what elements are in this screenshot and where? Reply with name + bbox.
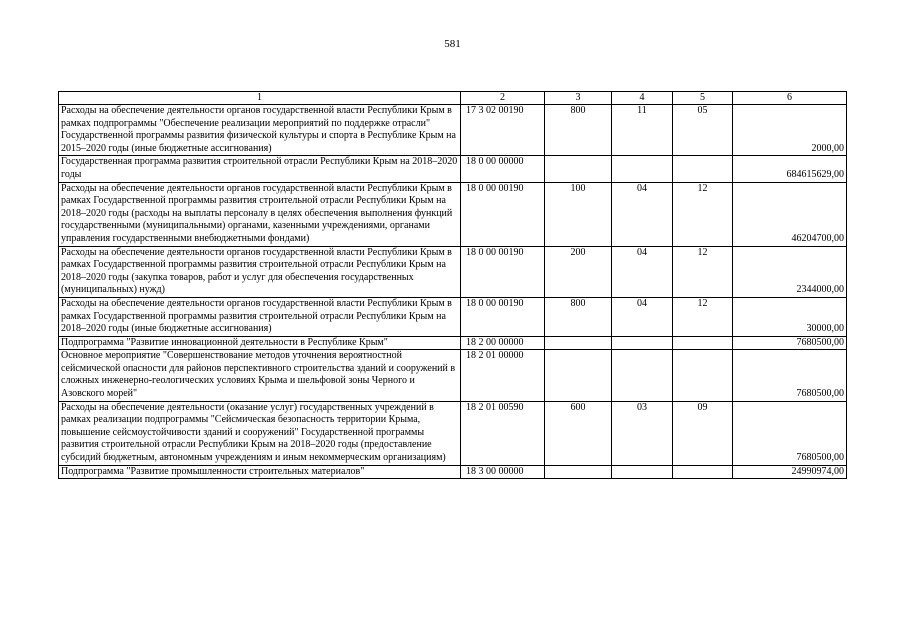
- row-amount: 2000,00: [733, 105, 847, 156]
- table-header-row: [59, 92, 847, 105]
- page-number: 581: [444, 38, 461, 50]
- budget-table: [58, 91, 847, 479]
- row-code: 18 0 00 00190: [461, 246, 545, 297]
- row-expense-type: 200: [545, 246, 612, 297]
- row-code: 18 0 00 00190: [461, 182, 545, 246]
- row-code: 18 2 01 00590: [461, 401, 545, 465]
- row-subsection: [673, 350, 733, 401]
- row-expense-type: [545, 156, 612, 182]
- table-row: [59, 336, 847, 350]
- row-section: [612, 465, 673, 479]
- row-description: Расходы на обеспечение деятельности органов государственной власти Республики Крым в рамках подпрограммы "Обеспечение реализации мероприятий по поддержке отрасли" Государственной программы развития физической культуры и спорта в Республике Крым на 2015–2020 годы (иные бюджетные ассигнования): [59, 105, 461, 156]
- row-section: [612, 350, 673, 401]
- table-row: [59, 156, 847, 182]
- row-description: Подпрограмма "Развитие промышленности строительных материалов": [59, 465, 461, 479]
- row-section: 11: [612, 105, 673, 156]
- row-subsection: [673, 465, 733, 479]
- row-expense-type: [545, 350, 612, 401]
- row-amount: 30000,00: [733, 297, 847, 336]
- row-expense-type: 800: [545, 105, 612, 156]
- row-code: 18 0 00 00000: [461, 156, 545, 182]
- row-amount: 7680500,00: [733, 350, 847, 401]
- row-expense-type: [545, 465, 612, 479]
- row-amount: 7680500,00: [733, 401, 847, 465]
- table-row: [59, 401, 847, 465]
- table-row: [59, 182, 847, 246]
- column-header-5: 5: [673, 92, 733, 105]
- row-expense-type: 600: [545, 401, 612, 465]
- row-section: 03: [612, 401, 673, 465]
- row-expense-type: 100: [545, 182, 612, 246]
- row-amount: 46204700,00: [733, 182, 847, 246]
- row-subsection: 12: [673, 246, 733, 297]
- row-section: 04: [612, 182, 673, 246]
- row-code: 17 3 02 00190: [461, 105, 545, 156]
- row-subsection: 12: [673, 182, 733, 246]
- table-row: [59, 465, 847, 479]
- row-amount: 7680500,00: [733, 336, 847, 350]
- row-amount: 24990974,00: [733, 465, 847, 479]
- row-code: 18 0 00 00190: [461, 297, 545, 336]
- row-amount: 2344000,00: [733, 246, 847, 297]
- column-header-3: 3: [545, 92, 612, 105]
- row-code: 18 2 00 00000: [461, 336, 545, 350]
- column-header-1: 1: [59, 92, 461, 105]
- row-subsection: 12: [673, 297, 733, 336]
- row-subsection: 09: [673, 401, 733, 465]
- row-description: Государственная программа развития строительной отрасли Республики Крым на 2018–2020 годы: [59, 156, 461, 182]
- column-header-4: 4: [612, 92, 673, 105]
- row-description: Подпрограмма "Развитие инновационной деятельности в Республике Крым": [59, 336, 461, 350]
- row-description: Расходы на обеспечение деятельности органов государственной власти Республики Крым в рамках Государственной программы развития строительной отрасли Республики Крым на 2018–2020 годы (закупка товаров, работ и услуг для обеспечения государственных (муниципальных) нужд): [59, 246, 461, 297]
- row-subsection: 05: [673, 105, 733, 156]
- row-section: [612, 336, 673, 350]
- row-section: 04: [612, 246, 673, 297]
- table-row: [59, 105, 847, 156]
- table-row: [59, 246, 847, 297]
- table-row: [59, 350, 847, 401]
- row-subsection: [673, 156, 733, 182]
- column-header-2: 2: [461, 92, 545, 105]
- row-amount: 684615629,00: [733, 156, 847, 182]
- table-row: [59, 297, 847, 336]
- row-description: Расходы на обеспечение деятельности органов государственной власти Республики Крым в рамках Государственной программы развития строительной отрасли Республики Крым на 2018–2020 годы (расходы на выплаты персоналу в целях обеспечения выполнения функций государственными (муниципальными) органами, казенными учреждениями, органами управления государственными внебюджетными фондами): [59, 182, 461, 246]
- row-section: 04: [612, 297, 673, 336]
- column-header-6: 6: [733, 92, 847, 105]
- row-section: [612, 156, 673, 182]
- row-description: Расходы на обеспечение деятельности органов государственной власти Республики Крым в рамках Государственной программы развития строительной отрасли Республики Крым на 2018–2020 годы (иные бюджетные ассигнования): [59, 297, 461, 336]
- row-code: 18 2 01 00000: [461, 350, 545, 401]
- row-expense-type: [545, 336, 612, 350]
- row-subsection: [673, 336, 733, 350]
- row-expense-type: 800: [545, 297, 612, 336]
- row-description: Расходы на обеспечение деятельности (оказание услуг) государственных учреждений в рамках реализации подпрограммы "Сейсмическая безопасность территории Крыма, повышение сейсмоустойчивости зданий и сооружений" Государственной программы развития строительной отрасли Республики Крым на 2018–2020 годы (предоставление субсидий бюджетным, автономным учреждениям и иным некоммерческим организациям): [59, 401, 461, 465]
- row-description: Основное мероприятие "Совершенствование методов уточнения вероятностной сейсмической опасности для районов перспективного строительства зданий и сооружений в сложных инженерно-геологических условиях Крыма и шельфовой зоны Черного и Азовского морей": [59, 350, 461, 401]
- row-code: 18 3 00 00000: [461, 465, 545, 479]
